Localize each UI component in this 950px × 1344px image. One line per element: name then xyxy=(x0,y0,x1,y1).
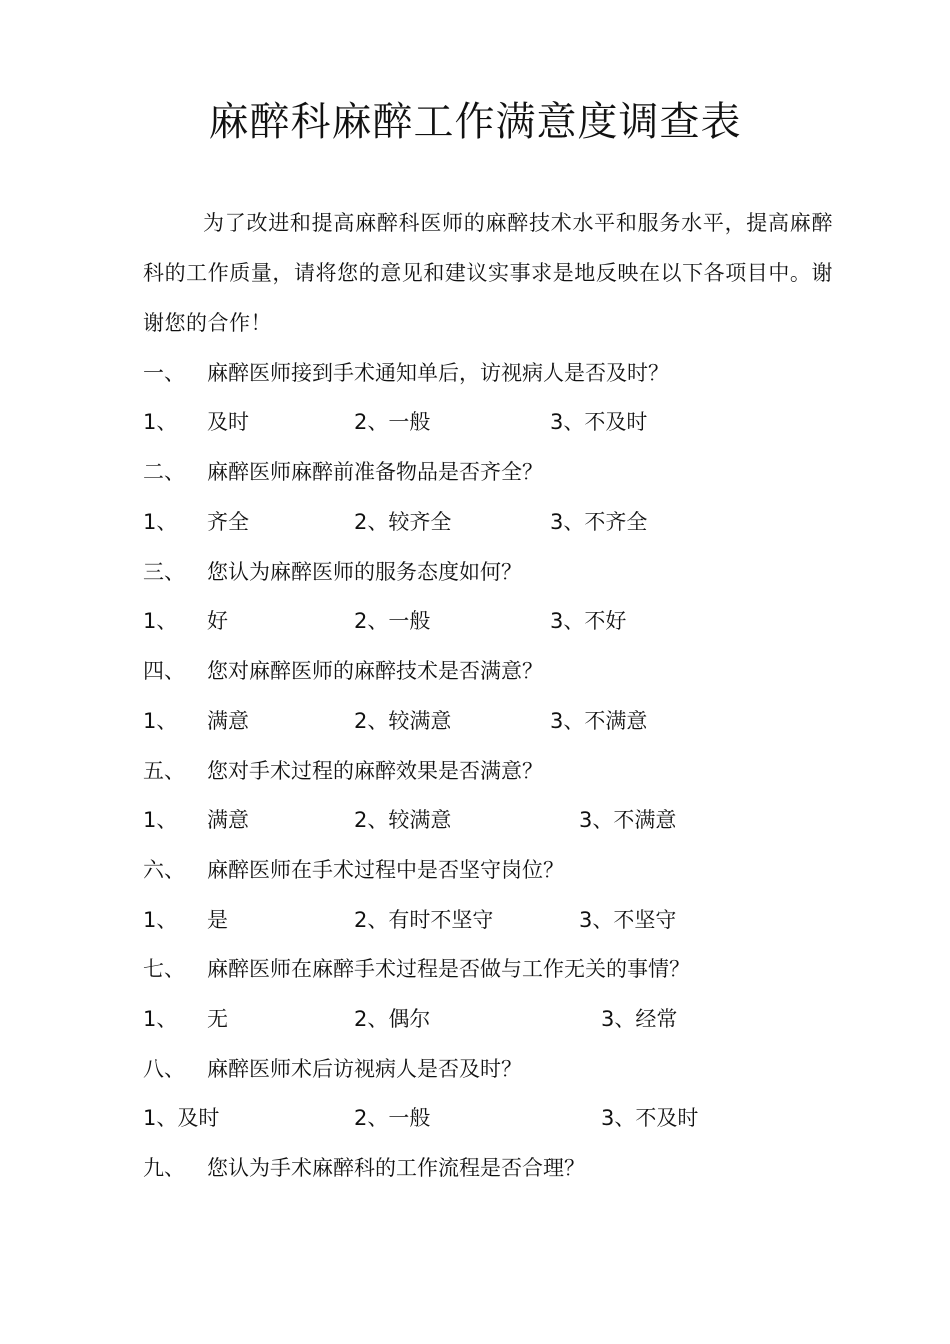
question-5 xyxy=(0,754,950,788)
answer-options-2 xyxy=(0,505,950,539)
option-3: 3、不及时 xyxy=(550,410,648,434)
question-number: 一、 xyxy=(143,361,185,385)
option-1: 无 xyxy=(207,1007,228,1031)
answer-options-6 xyxy=(0,903,950,937)
question-text: 麻醉医师术后访视病人是否及时？ xyxy=(207,1057,522,1081)
option-1-number: 1、 xyxy=(143,709,178,733)
question-number: 五、 xyxy=(143,759,185,783)
question-6 xyxy=(0,853,950,887)
answer-options-5 xyxy=(0,803,950,837)
answer-options-1 xyxy=(0,405,950,439)
option-1: 好 xyxy=(207,609,228,633)
option-1: 满意 xyxy=(207,709,249,733)
intro-paragraph: 为了改进和提高麻醉科医师的麻醉技术水平和服务水平，提高麻醉科的工作质量，请将您的意见和建议实事求是地反映在以下各项目中。谢谢您的合作！ xyxy=(143,211,833,335)
option-2: 2、一般 xyxy=(354,609,431,633)
question-9 xyxy=(0,1151,950,1185)
question-1 xyxy=(0,356,950,390)
option-2: 2、一般 xyxy=(354,1106,431,1130)
question-number: 二、 xyxy=(143,460,185,484)
option-1: 齐全 xyxy=(207,510,249,534)
question-number: 九、 xyxy=(143,1156,185,1180)
question-number: 三、 xyxy=(143,560,185,584)
question-text: 您认为麻醉医师的服务态度如何？ xyxy=(207,560,522,584)
option-1: 满意 xyxy=(207,808,249,832)
question-8 xyxy=(0,1052,950,1086)
option-1-number: 1、 xyxy=(143,410,178,434)
answer-options-8 xyxy=(0,1101,950,1135)
question-text: 麻醉医师在手术过程中是否坚守岗位？ xyxy=(207,858,564,882)
option-3: 3、不齐全 xyxy=(550,510,648,534)
option-3: 3、不满意 xyxy=(579,808,677,832)
option-2: 2、较满意 xyxy=(354,709,452,733)
answer-options-7 xyxy=(0,1002,950,1036)
question-3 xyxy=(0,555,950,589)
option-1-number: 1、 xyxy=(143,808,178,832)
option-1-number: 1、 xyxy=(143,1007,178,1031)
option-2: 2、较满意 xyxy=(354,808,452,832)
option-3: 3、不坚守 xyxy=(579,908,677,932)
question-4 xyxy=(0,654,950,688)
option-3: 3、不满意 xyxy=(550,709,648,733)
question-number: 四、 xyxy=(143,659,185,683)
question-7 xyxy=(0,952,950,986)
option-1: 及时 xyxy=(207,410,249,434)
question-text: 麻醉医师接到手术通知单后，访视病人是否及时？ xyxy=(207,361,669,385)
question-text: 您对手术过程的麻醉效果是否满意？ xyxy=(207,759,543,783)
answer-options-4 xyxy=(0,704,950,738)
option-1-number: 1、 xyxy=(143,609,178,633)
option-1-number: 1、 xyxy=(143,510,178,534)
question-text: 麻醉医师在麻醉手术过程是否做与工作无关的事情？ xyxy=(207,957,690,981)
answer-options-3 xyxy=(0,604,950,638)
option-3: 3、不好 xyxy=(550,609,627,633)
option-2: 2、有时不坚守 xyxy=(354,908,494,932)
question-number: 七、 xyxy=(143,957,185,981)
document-title: 麻醉科麻醉工作满意度调查表 xyxy=(208,99,742,145)
option-2: 2、偶尔 xyxy=(354,1007,431,1031)
question-text: 麻醉医师麻醉前准备物品是否齐全？ xyxy=(207,460,543,484)
option-2: 2、一般 xyxy=(354,410,431,434)
question-2 xyxy=(0,455,950,489)
option-1: 1、及时 xyxy=(143,1106,220,1130)
option-1-number: 1、 xyxy=(143,908,178,932)
question-number: 八、 xyxy=(143,1057,185,1081)
question-text: 您认为手术麻醉科的工作流程是否合理？ xyxy=(207,1156,585,1180)
question-number: 六、 xyxy=(143,858,185,882)
option-3: 3、不及时 xyxy=(601,1106,699,1130)
option-2: 2、较齐全 xyxy=(354,510,452,534)
option-3: 3、经常 xyxy=(601,1007,678,1031)
option-1: 是 xyxy=(207,908,228,932)
question-text: 您对麻醉医师的麻醉技术是否满意？ xyxy=(207,659,543,683)
